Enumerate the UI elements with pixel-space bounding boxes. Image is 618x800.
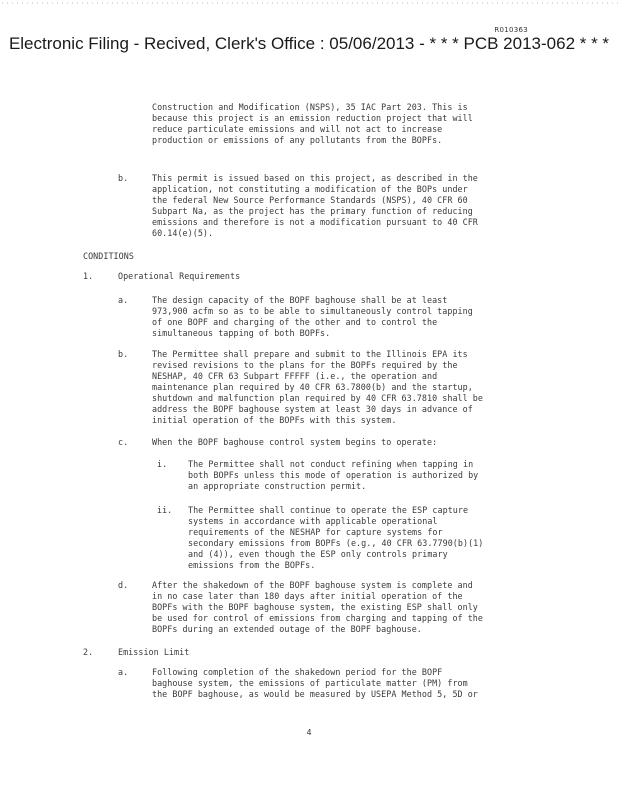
scan-edge-dots <box>0 2 618 4</box>
body-line: BOPFs during an extended outage of the BOPF baghouse. <box>152 624 422 634</box>
body-line: BOPFs with the BOPF baghouse system, the existing ESP shall only <box>152 602 478 612</box>
body-line: Construction and Modification (NSPS), 35 IAC Part 203. This is <box>152 102 468 112</box>
body-line: the federal New Source Performance Standards (NSPS), 40 CFR 60 <box>152 195 468 205</box>
section-title: Operational Requirements <box>118 271 241 281</box>
body-line: When the BOPF baghouse control system begins to operate: <box>152 437 438 447</box>
body-line: secondary emissions from BOPFs (e.g., 40 CFR 63.7790(b)(1) <box>188 538 484 548</box>
section-title: Emission Limit <box>118 647 190 657</box>
body-line: initial operation of the BOPFs with this system. <box>152 415 397 425</box>
item-label: a. <box>118 295 129 305</box>
body-line: address the BOPF baghouse system at least 30 days in advance of <box>152 404 473 414</box>
body-line: The Permittee shall continue to operate the ESP capture <box>188 505 469 515</box>
page-number: 4 <box>306 728 312 737</box>
body-line: 60.14(e)(5). <box>152 228 214 238</box>
body-line: both BOPFs unless this mode of operation is authorized by <box>188 470 479 480</box>
subitem-label: i. <box>157 459 168 469</box>
body-line: The Permittee shall not conduct refining when tapping in <box>188 459 474 469</box>
body-line: This permit is issued based on this project, as described in the <box>152 173 478 183</box>
body-line: requirements of the NESHAP for capture systems for <box>188 527 443 537</box>
body-line: NESHAP, 40 CFR 63 Subpart FFFFF (i.e., the operation and <box>152 371 438 381</box>
body-line: an appropriate construction permit. <box>188 481 367 491</box>
body-line: the BOPF baghouse, as would be measured by USEPA Method 5, 5D or <box>152 689 478 699</box>
subitem-label: ii. <box>157 505 173 515</box>
body-line: Following completion of the shakedown period for the BOPF <box>152 667 443 677</box>
body-line: After the shakedown of the BOPF baghouse system is complete and <box>152 580 473 590</box>
body-line: shutdown and malfunction plan required by 40 CFR 63.7810 shall be <box>152 393 483 403</box>
section-number: 1. <box>83 271 94 281</box>
body-line: The Permittee shall prepare and submit to the Illinois EPA its <box>152 349 468 359</box>
item-label: b. <box>118 173 129 183</box>
body-line: production or emissions of any pollutants from the BOPFs. <box>152 135 443 145</box>
body-line: of one BOPF and charging of the other and to control the <box>152 317 438 327</box>
body-line: be used for control of emissions from charging and tapping of the <box>152 613 483 623</box>
body-line: emissions from the BOPFs. <box>188 560 316 570</box>
item-label: a. <box>118 667 129 677</box>
body-line: The design capacity of the BOPF baghouse shall be at least <box>152 295 448 305</box>
body-line: and (4)), even though the ESP only controls primary <box>188 549 448 559</box>
body-line: emissions and therefore is not a modification pursuant to 40 CFR <box>152 217 478 227</box>
filing-banner: Electronic Filing - Recived, Clerk's Office : 05/06/2013 - * * * PCB 2013-062 * * * <box>8 34 610 53</box>
item-label: d. <box>118 580 129 590</box>
item-label: c. <box>118 437 129 447</box>
body-line: baghouse system, the emissions of particulate matter (PM) from <box>152 678 468 688</box>
document-id: R010363 <box>494 26 528 34</box>
item-label: b. <box>118 349 129 359</box>
conditions-heading: CONDITIONS <box>83 251 134 261</box>
body-line: 973,900 acfm so as to be able to simultaneously control tapping <box>152 306 473 316</box>
section-number: 2. <box>83 647 94 657</box>
body-line: Subpart Na, as the project has the primary function of reducing <box>152 206 473 216</box>
body-line: systems in accordance with applicable operational <box>188 516 438 526</box>
body-line: maintenance plan required by 40 CFR 63.7800(b) and the startup, <box>152 382 473 392</box>
body-line: reduce particulate emissions and will not act to increase <box>152 124 443 134</box>
body-line: because this project is an emission reduction project that will <box>152 113 473 123</box>
body-line: application, not constituting a modification of the BOPs under <box>152 184 468 194</box>
body-line: in no case later than 180 days after initial operation of the <box>152 591 463 601</box>
body-line: revised revisions to the plans for the BOPFs required by the <box>152 360 458 370</box>
body-line: simultaneous tapping of both BOPFs. <box>152 328 331 338</box>
